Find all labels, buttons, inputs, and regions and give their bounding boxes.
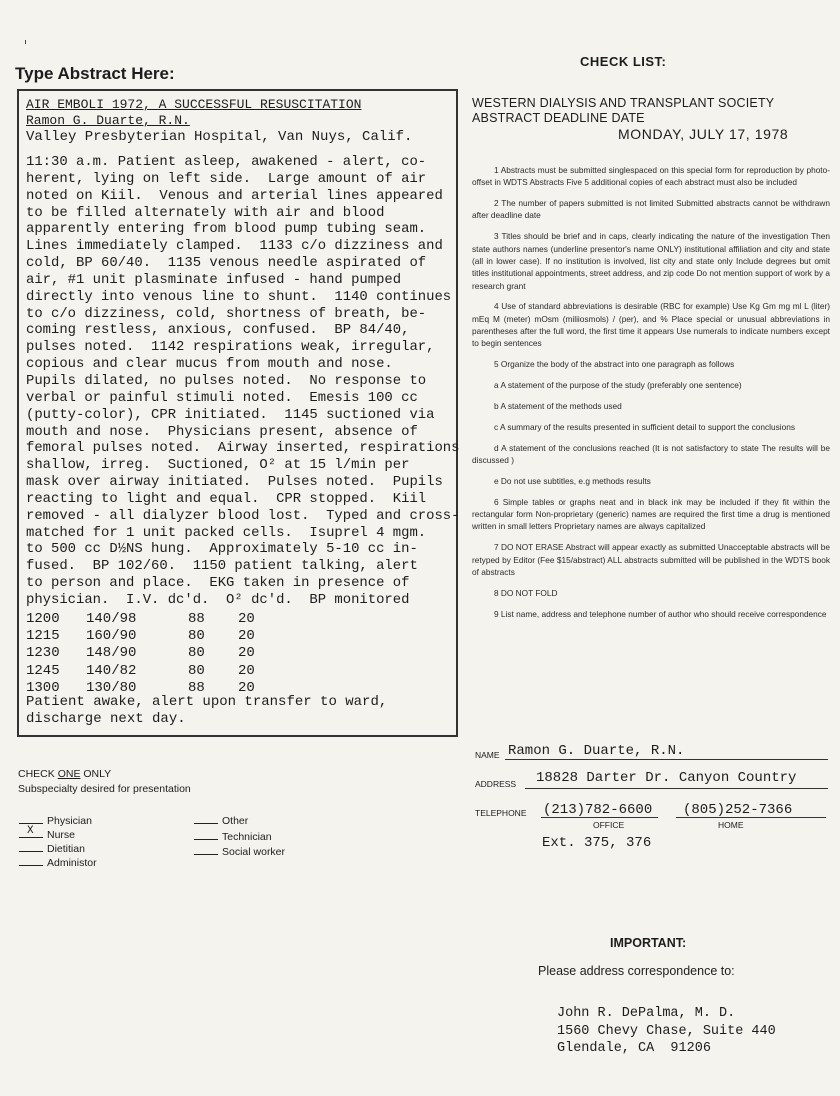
- checklist-item: a A statement of the purpose of the study (preferably one sentence): [494, 380, 742, 391]
- vitals-table: [26, 611, 278, 697]
- vitals-cell: 20: [238, 645, 255, 662]
- closing-line: Patient awake, alert upon transfer to ward,: [26, 694, 388, 710]
- vitals-cell: 80: [188, 662, 205, 679]
- checklist-item: 1 Abstracts must be submitted singlespaced on this special form for reproduction by photo-offset in WDTS Abstracts Five 5 additional copies of each abstract must also be included: [472, 165, 830, 188]
- abstract-line: noted on Kiil. Venous and arterial lines appeared: [26, 187, 443, 204]
- vitals-row: [26, 611, 278, 628]
- vitals-cell: 1300: [26, 679, 60, 696]
- vitals-cell: 20: [238, 611, 255, 627]
- checklist-item: 7 DO NOT ERASE Abstract will appear exactly as submitted Unacceptable abstracts will be retyped by Editor (Fee $15/abstract) ALL abstracts submitted will be published in the WDTS book of abstracts: [472, 542, 830, 577]
- important-heading: IMPORTANT:: [610, 936, 687, 950]
- abstract-line: pulses noted. 1142 respirations weak, irregular,: [26, 339, 435, 356]
- correspondence-label: Please address correspondence to:: [538, 964, 735, 978]
- vitals-cell: 1200: [26, 611, 60, 627]
- closing-line: discharge next day.: [26, 711, 186, 727]
- address-line: John R. DePalma, M. D.: [557, 1006, 736, 1021]
- abstract-line: cold, BP 60/40. 1135 venous needle aspirated of: [26, 255, 427, 272]
- vitals-cell: 140/82: [86, 662, 137, 679]
- vitals-row: [26, 663, 278, 680]
- abstract-line: fused. BP 102/60. 1150 patient talking, alert: [26, 558, 418, 575]
- deadline-label: ABSTRACT DEADLINE DATE: [472, 111, 645, 125]
- abstract-line: mask over airway initiated. Pulses noted. Pupils: [26, 474, 443, 491]
- vitals-cell: 20: [238, 628, 255, 645]
- checklist-heading: CHECK LIST:: [580, 54, 667, 69]
- vitals-cell: 80: [188, 645, 205, 662]
- phone-extension: Ext. 375, 376: [542, 835, 652, 851]
- telephone-label: TELEPHONE: [475, 808, 527, 818]
- address-line: 1560 Chevy Chase, Suite 440: [557, 1023, 776, 1039]
- abstract-line: copious and clear mucus from mouth and nose.: [26, 356, 393, 373]
- home-phone[interactable]: (805)252-7366: [683, 802, 793, 818]
- abstract-closing: [26, 694, 387, 728]
- office-label: OFFICE: [593, 820, 625, 830]
- office-phone[interactable]: (213)782-6600: [543, 802, 653, 818]
- checklist-item: 8 DO NOT FOLD: [494, 587, 558, 598]
- abstract-affiliation: Valley Presbyterian Hospital, Van Nuys, Calif.: [26, 129, 413, 145]
- option-dietitian[interactable]: Dietitian: [19, 843, 85, 855]
- name-line: [505, 759, 828, 760]
- abstract-line: to person and place. EKG taken in presence of: [26, 575, 410, 592]
- abstract-line: to c/o dizziness, cold, shortness of breath, be-: [26, 305, 427, 322]
- margin-tick-mark: [25, 40, 26, 44]
- home-label: HOME: [718, 820, 744, 830]
- abstract-line: herent, lying on left side. Large amount of air: [26, 170, 427, 187]
- checklist-item: 2 The number of papers submitted is not limited Submitted abstracts cannot be withdrawn after deadline date: [472, 198, 830, 221]
- option-administor[interactable]: Administor: [19, 857, 97, 869]
- address-line: [525, 788, 828, 789]
- vitals-cell: 20: [238, 679, 255, 696]
- address-label: ADDRESS: [475, 779, 517, 789]
- address-line: Glendale, CA 91206: [557, 1041, 711, 1056]
- vitals-cell: 148/90: [86, 645, 137, 662]
- vitals-cell: 88: [188, 679, 205, 696]
- checklist-item: 5 Organize the body of the abstract into one paragraph as follows: [494, 359, 735, 370]
- option-technician[interactable]: Technician: [194, 831, 272, 843]
- abstract-line: physician. I.V. dc'd. O² dc'd. BP monitored: [26, 591, 410, 608]
- checklist-item: 9 List name, address and telephone number of author who should receive correspondence: [494, 608, 827, 619]
- abstract-line: femoral pulses noted. Airway inserted, respirations: [26, 440, 460, 457]
- name-value[interactable]: Ramon G. Duarte, R.N.: [508, 743, 685, 759]
- abstract-title: AIR EMBOLI 1972, A SUCCESSFUL RESUSCITATION: [26, 97, 362, 112]
- abstract-line: coming restless, anxious, confused. BP 84/40,: [26, 322, 410, 339]
- checklist-item: 6 Simple tables or graphs neat and in black ink may be included if they fit within the rectangular form Non-proprietary (generic) names are required the first time a drug is mentioned written in small letters Proprietary names are always capitalized: [472, 496, 830, 532]
- abstract-line: removed - all dialyzer blood lost. Typed and cross-: [26, 507, 460, 524]
- subspecialty-label: Subspecialty desired for presentation: [18, 783, 191, 795]
- correspondence-address: [557, 1005, 776, 1058]
- vitals-row: [26, 628, 278, 645]
- option-other[interactable]: Other: [194, 815, 248, 827]
- society-name: WESTERN DIALYSIS AND TRANSPLANT SOCIETY: [472, 96, 775, 110]
- address-value[interactable]: 18828 Darter Dr. Canyon Country: [536, 770, 797, 786]
- checklist-item: 3 Titles should be brief and in caps, clearly indicating the nature of the investigation Then state authors names (underline presentor's name ONLY) institutional affiliation and city and state (all in lower case). If no institution is involved, list city and state only Include degrees but omit titles institutional appointments, street address, and zip code Do not mention support of work by a research grant: [472, 231, 830, 291]
- option-nurse[interactable]: X Nurse: [19, 829, 75, 841]
- abstract-line: matched for 1 unit packed cells. Isuprel 4 mgm.: [26, 524, 427, 541]
- checklist-item: c A summary of the results presented in sufficient detail to support the conclusions: [494, 421, 796, 432]
- vitals-cell: 1215: [26, 628, 60, 645]
- vitals-cell: 160/90: [86, 628, 137, 645]
- vitals-cell: 80: [188, 628, 205, 645]
- option-physician[interactable]: Physician: [19, 815, 92, 827]
- vitals-cell: 130/80: [86, 679, 137, 696]
- abstract-line: to be filled alternately with air and blood: [26, 204, 385, 221]
- vitals-row: [26, 645, 278, 662]
- abstract-line: directly into venous line to shunt. 1140 continues: [26, 288, 452, 305]
- check-one-label: CHECK ONE ONLY: [18, 768, 112, 780]
- abstract-line: mouth and nose. Physicians present, absence of: [26, 423, 418, 440]
- abstract-line: Lines immediately clamped. 1133 c/o dizziness and: [26, 238, 443, 255]
- abstract-line: air, #1 unit plasminate infused - hand pumped: [26, 271, 402, 288]
- abstract-line: shallow, irreg. Suctioned, O² at 15 l/min per: [26, 457, 410, 474]
- abstract-body: [26, 154, 472, 609]
- vitals-cell: 1230: [26, 645, 60, 662]
- vitals-cell: 1245: [26, 662, 60, 679]
- vitals-cell: 140/98: [86, 611, 137, 627]
- option-social-worker[interactable]: Social worker: [194, 846, 285, 858]
- checked-mark: X: [27, 825, 34, 837]
- vitals-cell: 20: [238, 662, 255, 679]
- name-label: NAME: [475, 750, 500, 760]
- abstract-line: to 500 cc D½NS hung. Approximately 5-10 cc in-: [26, 541, 418, 558]
- abstract-author: Ramon G. Duarte, R.N.: [26, 113, 190, 128]
- checklist-item: e Do not use subtitles, e.g methods results: [494, 475, 651, 486]
- abstract-heading: Type Abstract Here:: [15, 64, 175, 83]
- checklist-instructions: [472, 164, 830, 629]
- checklist-item: 4 Use of standard abbreviations is desirable (RBC for example) Use Kg Gm mg ml L (liter) mEq M (meter) mOsm (miliiosmols) / (per), and % Place special or unusual abbreviations in parentheses after the full word, the first time it appears Use numerals to indicate numbers except to begin sentences: [472, 301, 830, 349]
- abstract-line: apparently entering from blood pump tubing seam.: [26, 221, 427, 238]
- abstract-line: Pupils dilated, no pulses noted. No response to: [26, 372, 427, 389]
- abstract-line: reacting to light and equal. CPR stopped. Kiil: [26, 490, 427, 507]
- deadline-date: MONDAY, JULY 17, 1978: [618, 126, 789, 142]
- abstract-line: verbal or painful stimuli noted. Emesis 100 cc: [26, 389, 418, 406]
- vitals-cell: 88: [188, 611, 205, 627]
- checklist-item: d A statement of the conclusions reached (It is not satisfactory to state The results will be discussed ): [472, 442, 830, 466]
- checklist-item: b A statement of the methods used: [494, 401, 622, 412]
- abstract-line: (putty-color), CPR initiated. 1145 suctioned via: [26, 406, 435, 423]
- abstract-line: 11:30 a.m. Patient asleep, awakened - alert, co-: [26, 154, 427, 170]
